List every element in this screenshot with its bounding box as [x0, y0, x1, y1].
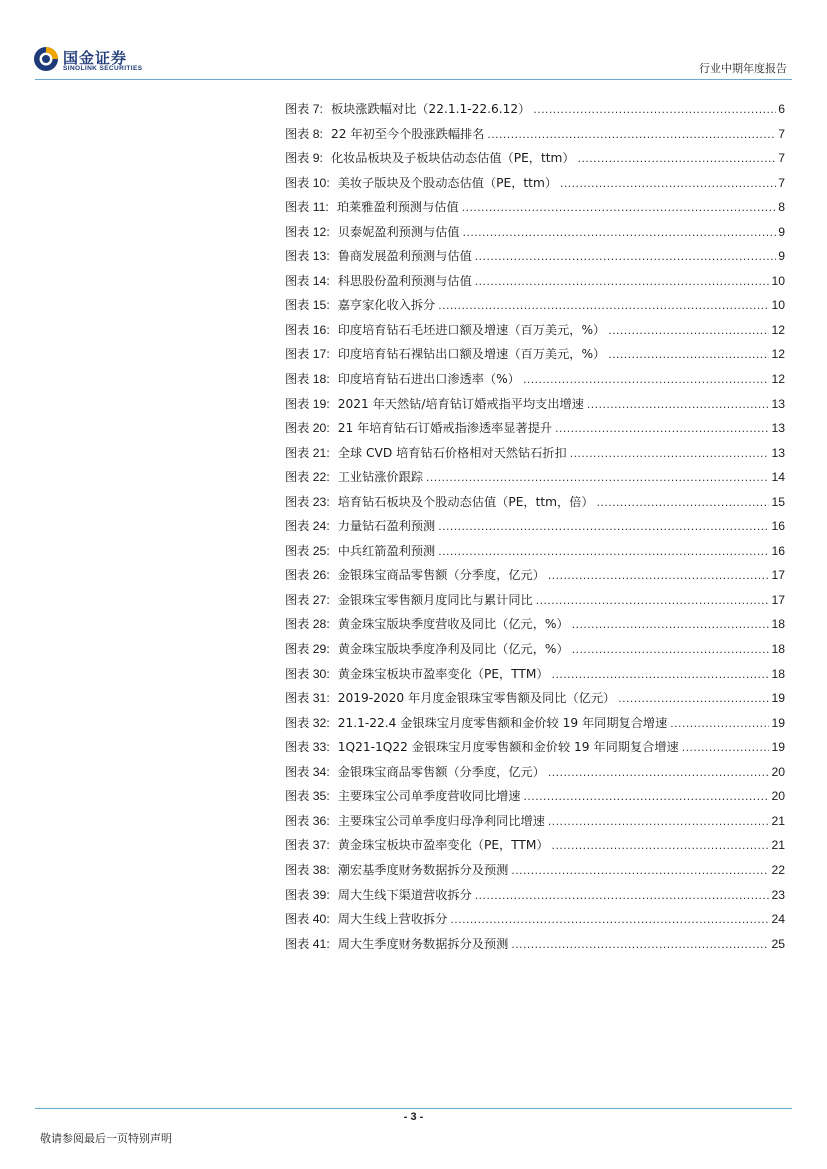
toc-leader-dots	[572, 637, 770, 662]
toc-entry-label: 图表 9:	[285, 151, 323, 166]
toc-entry-page: 13	[771, 445, 785, 460]
toc-entry-title: 周大生季度财务数据拆分及预测	[337, 936, 509, 951]
toc-entry[interactable]	[285, 612, 785, 637]
toc-entry-title: 印度培育钻石裸钻出口额及增速（百万美元，%）	[337, 347, 606, 362]
toc-entry[interactable]	[285, 514, 785, 539]
toc-entry[interactable]	[285, 293, 785, 318]
toc-entry-label: 图表 8:	[285, 126, 323, 141]
toc-entry-title: 黄金珠宝板块市盈率变化（PE，TTM）	[337, 666, 549, 681]
figure-index-list	[285, 97, 785, 956]
toc-leader-dots	[682, 735, 770, 760]
toc-entry-title: 贝泰妮盈利预测与估值	[337, 224, 460, 239]
toc-entry-page: 18	[771, 617, 785, 632]
toc-leader-dots	[548, 760, 770, 785]
toc-entry-label: 图表 16:	[285, 322, 330, 337]
toc-entry-title: 2021 年天然钻/培育钻订婚戒指平均支出增速	[337, 396, 584, 411]
toc-entry-label: 图表 32:	[285, 715, 330, 730]
toc-entry-title: 中兵红箭盈利预测	[337, 543, 436, 558]
toc-entry[interactable]	[285, 883, 785, 908]
logo-english-name: SINOLINK SECURITIES	[63, 65, 143, 72]
toc-entry[interactable]	[285, 711, 785, 736]
toc-entry-page: 7	[778, 126, 785, 141]
toc-entry[interactable]	[285, 539, 785, 564]
toc-entry-label: 图表 18:	[285, 372, 330, 387]
toc-entry-label: 图表 20:	[285, 421, 330, 436]
toc-entry-page: 9	[778, 224, 785, 239]
toc-entry-label: 图表 19:	[285, 396, 330, 411]
toc-leader-dots	[578, 146, 777, 171]
toc-leader-dots	[536, 588, 770, 613]
toc-entry-title: 22 年初至今个股涨跌幅排名	[330, 126, 485, 141]
toc-entry-label: 图表 29:	[285, 642, 330, 657]
toc-entry-label: 图表 26:	[285, 568, 330, 583]
toc-entry-title: 黄金珠宝板块市盈率变化（PE，TTM）	[337, 838, 549, 853]
toc-entry-label: 图表 25:	[285, 543, 330, 558]
toc-entry-label: 图表 15:	[285, 298, 330, 313]
toc-entry-title: 工业钻涨价跟踪	[337, 470, 424, 485]
toc-leader-dots	[475, 244, 776, 269]
toc-entry-page: 16	[771, 519, 785, 534]
toc-entry-label: 图表 17:	[285, 347, 330, 362]
toc-entry-label: 图表 40:	[285, 912, 330, 927]
toc-entry-title: 嘉亨家化收入拆分	[337, 298, 436, 313]
toc-entry-label: 图表 28:	[285, 617, 330, 632]
toc-leader-dots	[438, 539, 769, 564]
toc-entry-page: 17	[771, 568, 785, 583]
toc-entry-title: 黄金珠宝版块季度营收及同比（亿元，%）	[337, 617, 569, 632]
toc-entry-title: 周大生线下渠道营收拆分	[337, 887, 472, 902]
toc-entry-label: 图表 7:	[285, 102, 323, 116]
toc-leader-dots	[608, 318, 769, 343]
toc-entry[interactable]	[285, 97, 785, 122]
toc-entry-title: 全球 CVD 培育钻石价格相对天然钻石折扣	[337, 445, 567, 460]
toc-entry-label: 图表 14:	[285, 273, 330, 288]
toc-entry-page: 7	[778, 175, 785, 190]
toc-entry-page: 13	[771, 396, 785, 411]
toc-entry-title: 鲁商发展盈利预测与估值	[337, 249, 472, 264]
toc-entry-title: 培育钻石板块及个股动态估值（PE，ttm，倍）	[337, 494, 594, 509]
toc-entry-title: 2019-2020 年月度金银珠宝零售额及同比（亿元）	[337, 691, 616, 706]
page-number: - 3 -	[403, 1111, 424, 1123]
toc-entry-label: 图表 39:	[285, 887, 330, 902]
toc-leader-dots	[548, 809, 770, 834]
toc-entry[interactable]	[285, 662, 785, 687]
toc-entry[interactable]	[285, 760, 785, 785]
toc-leader-dots	[511, 858, 769, 883]
toc-entry[interactable]	[285, 269, 785, 294]
toc-entry-label: 图表 22:	[285, 470, 330, 485]
toc-leader-dots	[618, 686, 769, 711]
toc-leader-dots	[670, 711, 769, 736]
toc-entry-page: 12	[771, 372, 785, 387]
toc-entry-page: 22	[771, 862, 785, 877]
toc-entry-page: 16	[771, 543, 785, 558]
toc-leader-dots	[552, 833, 770, 858]
toc-leader-dots	[438, 293, 769, 318]
toc-entry-page: 18	[771, 642, 785, 657]
toc-entry-page: 25	[771, 936, 785, 951]
toc-leader-dots	[463, 220, 777, 245]
toc-entry-page: 17	[771, 592, 785, 607]
toc-entry-page: 24	[771, 912, 785, 927]
toc-entry-page: 15	[771, 494, 785, 509]
toc-entry-page: 10	[771, 298, 785, 313]
toc-entry-page: 19	[771, 740, 785, 755]
company-logo	[33, 44, 153, 76]
toc-leader-dots	[487, 122, 776, 147]
toc-entry-title: 金银珠宝商品零售额（分季度，亿元）	[337, 764, 545, 779]
toc-entry-title: 黄金珠宝版块季度净利及同比（亿元，%）	[337, 642, 569, 657]
toc-leader-dots	[523, 367, 770, 392]
toc-leader-dots	[438, 514, 769, 539]
toc-leader-dots	[552, 662, 770, 687]
toc-entry-page: 19	[771, 691, 785, 706]
report-type: 行业中期年度报告	[699, 62, 787, 75]
toc-entry[interactable]	[285, 563, 785, 588]
toc-entry-label: 图表 30:	[285, 666, 330, 681]
toc-entry[interactable]	[285, 416, 785, 441]
toc-entry-label: 图表 34:	[285, 764, 330, 779]
toc-entry-label: 图表 10:	[285, 175, 330, 190]
toc-entry-label: 图表 31:	[285, 691, 330, 706]
toc-entry[interactable]	[285, 122, 785, 147]
toc-entry-title: 1Q21-1Q22 金银珠宝月度零售额和金价较 19 年同期复合增速	[337, 740, 679, 755]
toc-entry-title: 板块涨跌幅对比（22.1.1-22.6.12）	[330, 102, 531, 116]
toc-entry-label: 图表 11:	[285, 200, 329, 215]
toc-entry[interactable]	[285, 932, 785, 957]
toc-entry[interactable]	[285, 342, 785, 367]
toc-entry-title: 印度培育钻石进出口渗透率（%）	[337, 372, 520, 387]
toc-entry[interactable]	[285, 833, 785, 858]
toc-entry[interactable]	[285, 588, 785, 613]
toc-leader-dots	[597, 490, 770, 515]
toc-leader-dots	[572, 612, 770, 637]
toc-entry[interactable]	[285, 244, 785, 269]
toc-entry-title: 化妆品板块及子板块估动态估值（PE，ttm）	[330, 151, 575, 166]
logo-chinese-name: 国金证券	[63, 49, 128, 67]
toc-entry-title: 主要珠宝公司单季度营收同比增速	[337, 789, 521, 804]
toc-leader-dots	[426, 465, 769, 490]
toc-entry-title: 21.1-22.4 金银珠宝月度零售额和金价较 19 年同期复合增速	[337, 715, 668, 730]
toc-entry-label: 图表 24:	[285, 519, 330, 534]
toc-entry-label: 图表 12:	[285, 224, 330, 239]
toc-entry-label: 图表 21:	[285, 445, 330, 460]
toc-entry-page: 20	[771, 789, 785, 804]
toc-entry[interactable]	[285, 367, 785, 392]
toc-entry-page: 21	[771, 813, 785, 828]
toc-entry[interactable]	[285, 465, 785, 490]
toc-leader-dots	[533, 97, 776, 122]
toc-entry-label: 图表 35:	[285, 789, 330, 804]
toc-entry[interactable]	[285, 686, 785, 711]
toc-entry[interactable]	[285, 441, 785, 466]
toc-entry[interactable]	[285, 637, 785, 662]
toc-entry-title: 金银珠宝商品零售额（分季度，亿元）	[337, 568, 545, 583]
toc-entry-label: 图表 27:	[285, 592, 330, 607]
toc-entry[interactable]	[285, 171, 785, 196]
toc-leader-dots	[475, 883, 770, 908]
toc-leader-dots	[475, 269, 770, 294]
toc-entry-page: 10	[771, 273, 785, 288]
toc-entry-page: 18	[771, 666, 785, 681]
toc-leader-dots	[524, 784, 770, 809]
toc-entry[interactable]	[285, 490, 785, 515]
toc-entry-page: 19	[771, 715, 785, 730]
toc-entry-label: 图表 33:	[285, 740, 330, 755]
footer-divider	[35, 1108, 792, 1109]
header-divider	[35, 79, 792, 80]
toc-leader-dots	[462, 195, 777, 220]
toc-entry-page: 12	[771, 322, 785, 337]
toc-leader-dots	[555, 416, 769, 441]
toc-entry[interactable]	[285, 220, 785, 245]
toc-entry-title: 科思股份盈利预测与估值	[337, 273, 472, 288]
toc-entry-title: 21 年培育钻石订婚戒指渗透率显著提升	[337, 421, 553, 436]
toc-entry-page: 7	[778, 151, 785, 166]
toc-entry-title: 珀莱雅盈利预测与估值	[336, 200, 459, 215]
toc-entry-page: 23	[771, 887, 785, 902]
toc-entry[interactable]	[285, 858, 785, 883]
disclaimer-text: 敬请参阅最后一页特别声明	[40, 1132, 172, 1145]
toc-entry-label: 图表 41:	[285, 936, 330, 951]
toc-entry-label: 图表 13:	[285, 249, 330, 264]
toc-leader-dots	[450, 907, 769, 932]
toc-leader-dots	[608, 342, 769, 367]
toc-entry[interactable]	[285, 809, 785, 834]
toc-entry-page: 13	[771, 421, 785, 436]
toc-entry[interactable]	[285, 907, 785, 932]
toc-entry-label: 图表 38:	[285, 862, 330, 877]
toc-entry-title: 主要珠宝公司单季度归母净利同比增速	[337, 813, 545, 828]
toc-entry-title: 印度培育钻石毛坯进口额及增速（百万美元，%）	[337, 322, 606, 337]
toc-entry-page: 9	[778, 249, 785, 264]
toc-entry[interactable]	[285, 146, 785, 171]
toc-entry-page: 20	[771, 764, 785, 779]
toc-entry-label: 图表 23:	[285, 494, 330, 509]
toc-entry[interactable]	[285, 195, 785, 220]
toc-entry[interactable]	[285, 784, 785, 809]
toc-entry-page: 6	[778, 102, 785, 116]
toc-entry-title: 潮宏基季度财务数据拆分及预测	[337, 862, 509, 877]
toc-entry-page: 14	[771, 470, 785, 485]
toc-entry-label: 图表 37:	[285, 838, 330, 853]
toc-entry-title: 金银珠宝零售额月度同比与累计同比	[337, 592, 533, 607]
toc-leader-dots	[511, 932, 769, 957]
toc-entry-title: 力量钻石盈利预测	[337, 519, 436, 534]
toc-entry[interactable]	[285, 318, 785, 343]
logo-mark-icon	[33, 44, 59, 72]
page-header	[0, 0, 827, 80]
toc-entry-page: 12	[771, 347, 785, 362]
toc-leader-dots	[548, 563, 770, 588]
toc-leader-dots	[587, 392, 770, 417]
toc-entry-page: 21	[771, 838, 785, 853]
toc-entry-title: 美妆子版块及个股动态估值（PE，ttm）	[337, 175, 558, 190]
toc-leader-dots	[570, 441, 770, 466]
toc-entry[interactable]	[285, 735, 785, 760]
toc-entry-page: 8	[778, 200, 785, 215]
toc-entry-label: 图表 36:	[285, 813, 330, 828]
toc-entry[interactable]	[285, 392, 785, 417]
toc-entry-title: 周大生线上营收拆分	[337, 912, 448, 927]
toc-leader-dots	[560, 171, 776, 196]
